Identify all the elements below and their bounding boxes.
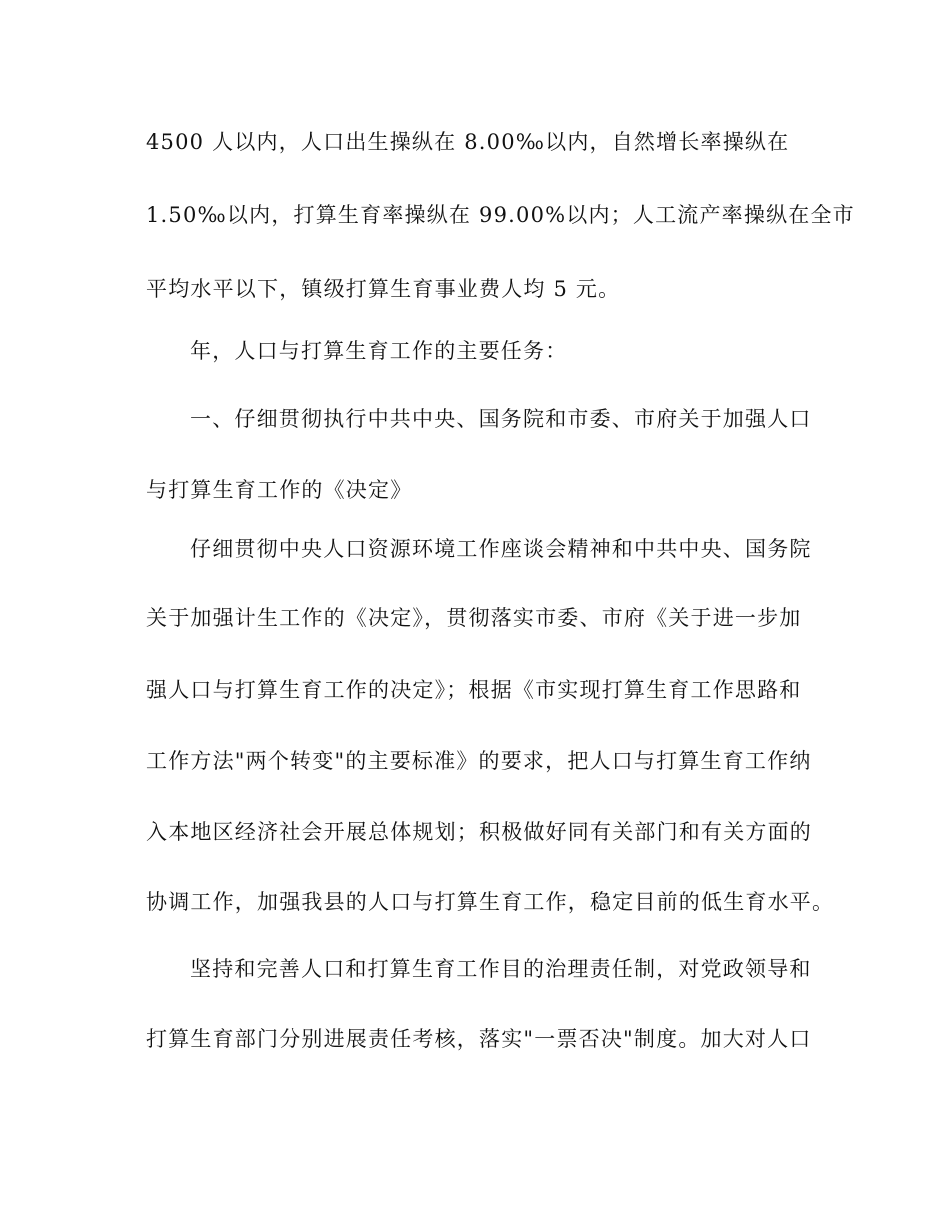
text-line: 工作方法"两个转变"的主要标准》的要求，把人口与打算生育工作纳 <box>146 749 812 773</box>
text-line: 平均水平以下，镇级打算生育事业费人均 5 元。 <box>146 277 621 301</box>
text-line: 1.50‰以内，打算生育率操纵在 99.00%以内；人工流产率操纵在全市 <box>146 203 855 227</box>
text-line: 打算生育部门分别进展责任考核，落实"一票否决"制度。加大对人口 <box>146 1027 812 1051</box>
text-line: 仔细贯彻中央人口资源环境工作座谈会精神和中共中央、国务院 <box>190 537 812 561</box>
text-line: 协调工作，加强我县的人口与打算生育工作，稳定目前的低生育水平。 <box>146 890 835 914</box>
text-line: 4500 人以内，人口出生操纵在 8.00‰以内，自然增长率操纵在 <box>146 130 790 154</box>
text-line: 强人口与打算生育工作的决定》；根据《市实现打算生育工作思路和 <box>146 678 802 702</box>
text-line: 关于加强计生工作的《决定》，贯彻落实市委、市府《关于进一步加 <box>146 606 802 630</box>
text-line: 坚持和完善人口和打算生育工作目的治理责任制，对党政领导和 <box>190 957 812 981</box>
section-heading-continued: 与打算生育工作的《决定》 <box>146 478 413 502</box>
section-heading: 一、仔细贯彻执行中共中央、国务院和市委、市府关于加强人口 <box>190 407 812 431</box>
paragraph-heading: 年，人口与打算生育工作的主要任务： <box>190 339 568 363</box>
text-line: 入本地区经济社会开展总体规划；积极做好同有关部门和有关方面的 <box>146 820 812 844</box>
